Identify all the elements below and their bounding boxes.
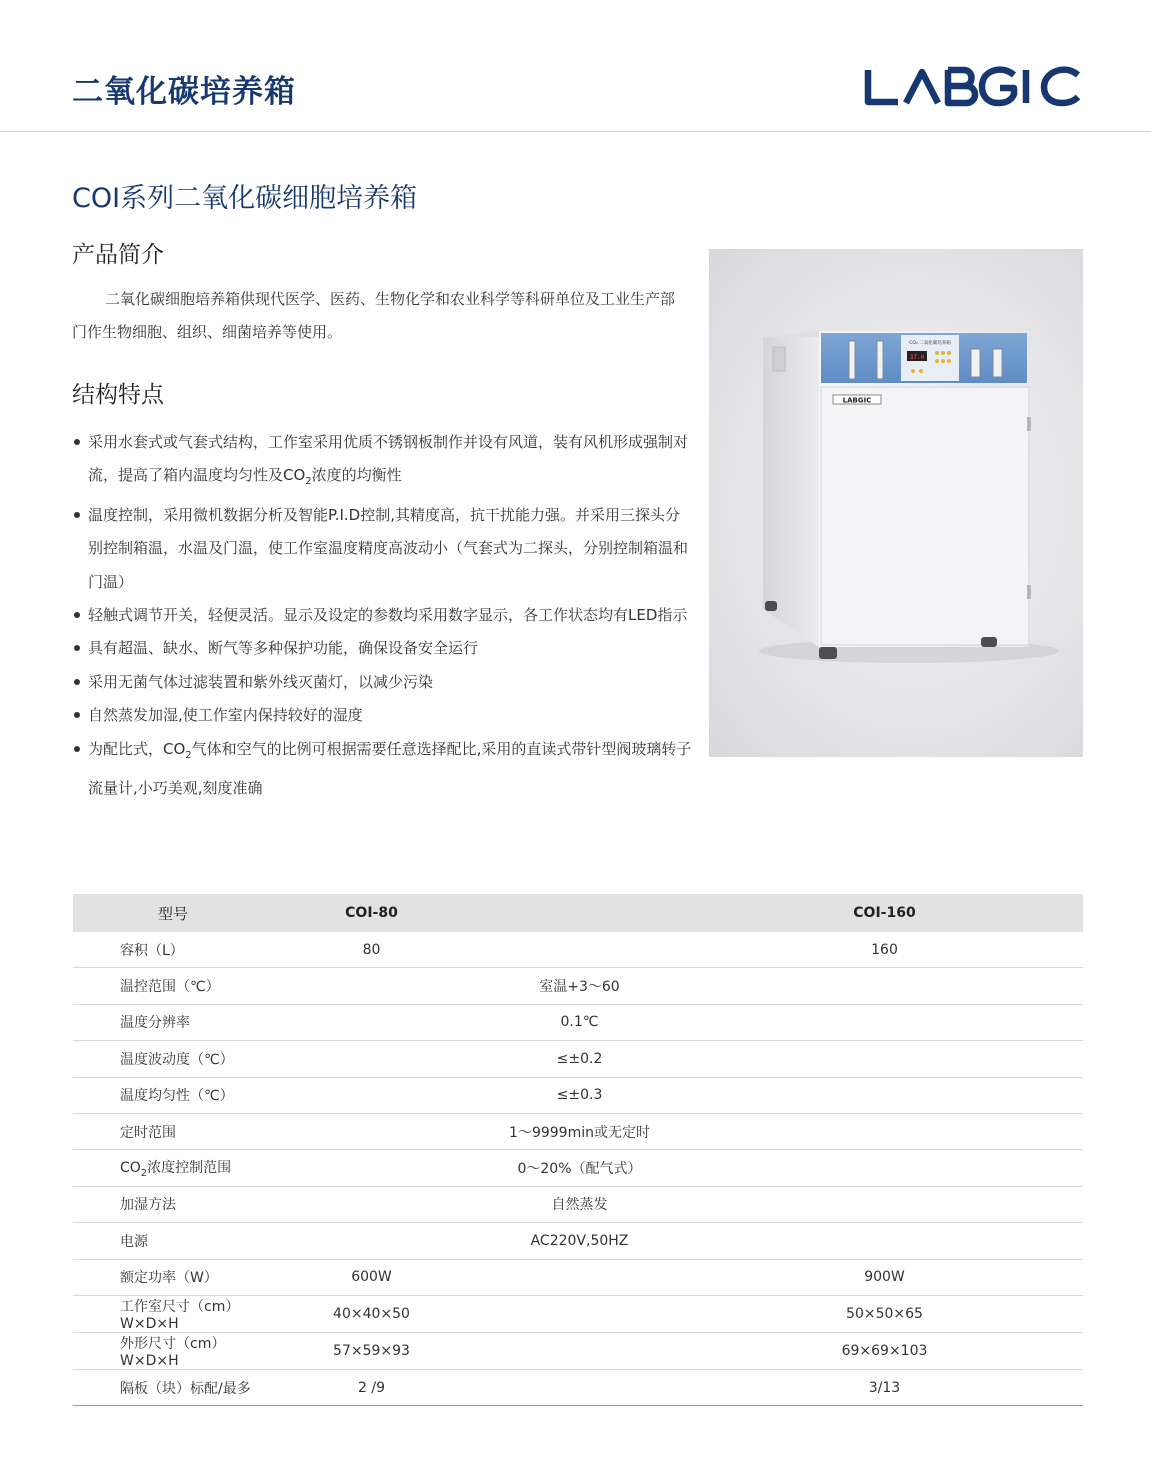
cell-model-b: 50×50×65 xyxy=(686,1295,1083,1332)
row-label: 隔板（块）标配/最多 xyxy=(73,1369,273,1405)
panel-display: 37.0 xyxy=(909,354,925,361)
cell-shared: 室温+3～60 xyxy=(273,968,1083,1004)
cell-model-b: 3/13 xyxy=(686,1369,1083,1405)
product-photo xyxy=(709,249,1083,757)
cell-model-a: 80 xyxy=(273,932,470,968)
panel-label: CO₂ 二氧化碳培养箱 xyxy=(909,341,951,346)
table-row xyxy=(73,968,1083,1004)
table-row xyxy=(73,1150,1083,1186)
co2-subscript: 2 xyxy=(185,749,192,761)
table-row xyxy=(73,1259,1083,1295)
feature-item xyxy=(72,733,692,806)
row-label: 额定功率（W） xyxy=(73,1259,273,1295)
feature-text: 轻触式调节开关，轻便灵活。显示及设定的参数均采用数字显示，各工作状态均有LED指示 xyxy=(88,606,688,625)
cell-spacer xyxy=(470,1259,686,1295)
row-label: 温度波动度（℃） xyxy=(73,1041,273,1077)
intro-paragraph: 二氧化碳细胞培养箱供现代医学、医药、生物化学和农业科学等科研单位及工业生产部门作生物细胞、组织、细菌培养等使用。 xyxy=(72,290,676,341)
feature-item xyxy=(72,699,692,732)
row-label: 温控范围（℃） xyxy=(73,968,273,1004)
feature-item xyxy=(72,632,692,665)
co2-subscript: 2 xyxy=(140,1168,148,1180)
spec-table xyxy=(73,894,1083,1406)
feature-item xyxy=(72,499,692,599)
intro-heading: 产品简介 xyxy=(72,242,164,268)
feature-item xyxy=(72,426,692,499)
cell-model-a: 600W xyxy=(273,1259,470,1295)
row-label: 工作室尺寸（cm）W×D×H xyxy=(73,1295,273,1332)
feature-text: 温度控制，采用微机数据分析及智能P.I.D控制,其精度高，抗干扰能力强。并采用三探头分别控制箱温，水温及门温，使工作室温度精度高波动小（气套式为二探头，分别控制箱温和门温） xyxy=(88,505,689,591)
table-row xyxy=(73,1041,1083,1077)
cell-shared: 1～9999min或无定时 xyxy=(273,1113,1083,1149)
row-label: 外形尺寸（cm）W×D×H xyxy=(73,1332,273,1369)
cell-shared: 自然蒸发 xyxy=(273,1186,1083,1222)
cell-model-b: 900W xyxy=(686,1259,1083,1295)
table-row xyxy=(73,1186,1083,1222)
row-label: 温度分辨率 xyxy=(73,1004,273,1040)
cell-model-b: 160 xyxy=(686,932,1083,968)
product-title: COI系列二氧化碳细胞培养箱 xyxy=(72,183,418,214)
features-heading: 结构特点 xyxy=(72,382,164,408)
feature-text: 为配比式，CO xyxy=(88,739,186,758)
feature-item xyxy=(72,599,692,632)
door-brand-plate: LABGIC xyxy=(842,396,872,405)
header-label: 型号 xyxy=(73,894,273,932)
table-row xyxy=(73,1369,1083,1405)
row-label: 温度均匀性（℃） xyxy=(73,1077,273,1113)
cell-shared: 0～20%（配气式） xyxy=(273,1150,1083,1186)
table-row xyxy=(73,1332,1083,1369)
feature-text: 自然蒸发加湿,使工作室内保持较好的湿度 xyxy=(88,706,363,725)
header-model-b: COI-160 xyxy=(686,894,1083,932)
cell-spacer xyxy=(470,932,686,968)
row-label xyxy=(73,1150,273,1186)
feature-text-continued: 浓度的均衡性 xyxy=(311,466,402,485)
cell-spacer xyxy=(470,1295,686,1332)
cell-model-a: 57×59×93 xyxy=(273,1332,470,1369)
cell-spacer xyxy=(470,1369,686,1405)
table-row xyxy=(73,1295,1083,1332)
cell-shared: 0.1℃ xyxy=(273,1004,1083,1040)
header-spacer xyxy=(470,894,686,932)
table-row xyxy=(73,1077,1083,1113)
feature-text-continued: 气体和空气的比例可根据需要任意选择配比,采用的直读式带针型阀玻璃转子流量计,小巧美观,刻度准确 xyxy=(88,739,692,798)
cell-spacer xyxy=(470,1332,686,1369)
labgic-logo xyxy=(862,66,1084,108)
cell-model-a: 2 /9 xyxy=(273,1369,470,1405)
cell-shared: ≤±0.2 xyxy=(273,1041,1083,1077)
header-divider xyxy=(0,131,1151,132)
row-label: 电源 xyxy=(73,1223,273,1259)
table-row xyxy=(73,932,1083,968)
feature-item xyxy=(72,666,692,699)
cell-shared: ≤±0.3 xyxy=(273,1077,1083,1113)
feature-text: 具有超温、缺水、断气等多种保护功能，确保设备安全运行 xyxy=(88,639,479,658)
feature-text: 采用无菌气体过滤装置和紫外线灭菌灯，以减少污染 xyxy=(88,672,434,691)
co2-subscript: 2 xyxy=(305,476,312,488)
row-label-part: CO xyxy=(120,1160,141,1177)
row-label: 加湿方法 xyxy=(73,1186,273,1222)
table-row xyxy=(73,1004,1083,1040)
table-row xyxy=(73,1113,1083,1149)
cell-shared: AC220V,50HZ xyxy=(273,1223,1083,1259)
row-label-part: 浓度控制范围 xyxy=(147,1160,232,1177)
page-header-title: 二氧化碳培养箱 xyxy=(72,74,296,110)
table-row xyxy=(73,1223,1083,1259)
row-label: 容积（L） xyxy=(73,932,273,968)
feature-list xyxy=(72,426,692,805)
cell-model-b: 69×69×103 xyxy=(686,1332,1083,1369)
feature-text: 采用水套式或气套式结构，工作室采用优质不锈钢板制作并设有风道，装有风机形成强制对流，提高了箱内温度均匀性及CO xyxy=(88,433,689,485)
cell-model-a: 40×40×50 xyxy=(273,1295,470,1332)
incubator-illustration xyxy=(709,249,1083,757)
header-model-a: COI-80 xyxy=(273,894,470,932)
row-label: 定时范围 xyxy=(73,1113,273,1149)
table-header-row xyxy=(73,894,1083,932)
